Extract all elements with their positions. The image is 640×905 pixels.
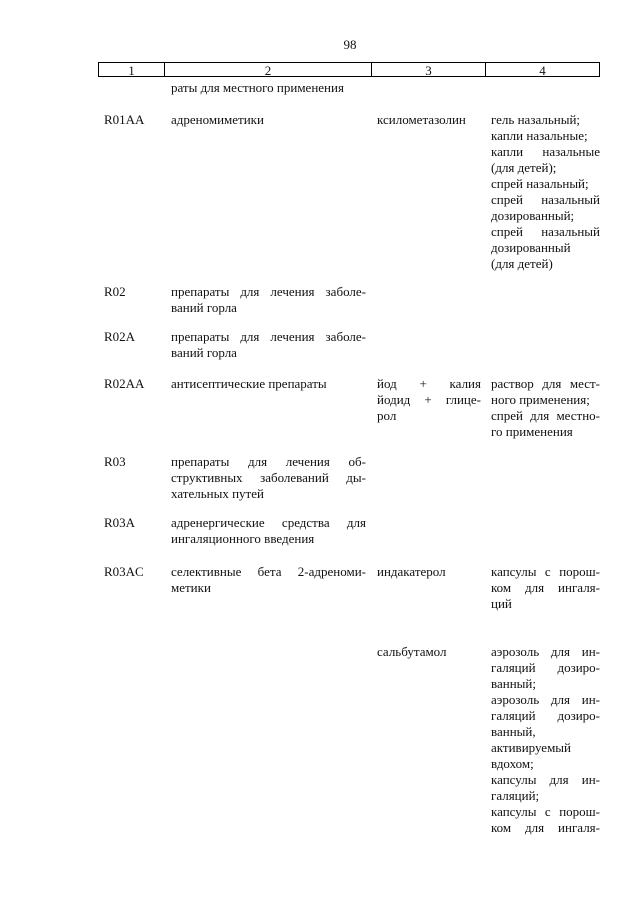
table-row-continuation-name [171, 80, 366, 96]
row-code: R03A [104, 515, 136, 530]
name-line: ингаляционного введения [171, 531, 315, 546]
form-line: дозированный; [491, 208, 575, 223]
row-code: R03 [104, 454, 126, 469]
row-drug [377, 376, 481, 424]
form-line: го применения [491, 424, 573, 439]
form-line: спрей для местно- [491, 408, 600, 423]
row-forms [491, 112, 600, 272]
row-code: R02 [104, 284, 126, 299]
row-name [171, 454, 366, 502]
form-line: вдохом; [491, 756, 534, 771]
form-line: спрей назальный [491, 224, 600, 239]
name-line: хательных путей [171, 486, 264, 501]
form-line: капли назальные; [491, 128, 588, 143]
name-line: ваний горла [171, 300, 237, 315]
name-line: адренергические средства для [171, 515, 366, 530]
form-line: раствор для мест- [491, 376, 600, 391]
row-forms [491, 644, 600, 836]
form-line: (для детей) [491, 256, 553, 271]
row-name: антисептические препараты [171, 376, 327, 391]
column-header-3: 3 [372, 62, 486, 77]
row-drug: сальбутамол [377, 644, 447, 659]
form-line: галяций дозиро- [491, 708, 600, 723]
form-line: галяций; [491, 788, 540, 803]
row-code: R03AC [104, 564, 144, 579]
cell-text: раты для местного применения [171, 80, 344, 95]
row-drug: индакатерол [377, 564, 446, 579]
form-line: дозированный [491, 240, 571, 255]
form-line: ций [491, 596, 512, 611]
drug-line: йод + калия [377, 376, 481, 391]
name-line: метики [171, 580, 211, 595]
form-line: ного применения; [491, 392, 590, 407]
row-code: R02A [104, 329, 136, 344]
row-code: R02AA [104, 376, 145, 391]
drug-line: рол [377, 408, 397, 423]
name-line: препараты для лечения об- [171, 454, 366, 469]
form-line: галяций дозиро- [491, 660, 600, 675]
form-line: активируемый [491, 740, 571, 755]
name-line: ваний горла [171, 345, 237, 360]
row-name [171, 284, 366, 316]
row-forms [491, 564, 600, 612]
form-line: аэрозоль для ин- [491, 644, 600, 659]
row-name [171, 329, 366, 361]
page-number: 98 [343, 37, 357, 52]
name-line: препараты для лечения заболе- [171, 329, 366, 344]
form-line: спрей назальный; [491, 176, 589, 191]
row-name: адреномиметики [171, 112, 264, 127]
drug-line: йодид + глице- [377, 392, 481, 407]
row-drug: ксилометазолин [377, 112, 466, 127]
row-forms [491, 376, 600, 440]
row-code: R01AA [104, 112, 145, 127]
form-line: гель назальный; [491, 112, 581, 127]
form-line: спрей назальный [491, 192, 600, 207]
name-line: структивных заболеваний ды- [171, 470, 366, 485]
name-line: препараты для лечения заболе- [171, 284, 366, 299]
column-header-4: 4 [486, 62, 600, 77]
form-line: (для детей); [491, 160, 557, 175]
form-line: ком для ингаля- [491, 820, 600, 835]
column-header-2: 2 [165, 62, 372, 77]
form-line: капсулы для ин- [491, 772, 600, 787]
form-line: ком для ингаля- [491, 580, 600, 595]
name-line: селективные бета 2-адреноми- [171, 564, 366, 579]
form-line: ванный, [491, 724, 536, 739]
form-line: ванный; [491, 676, 536, 691]
row-name [171, 515, 366, 547]
form-line: капсулы с порош- [491, 564, 600, 579]
form-line: капсулы с порош- [491, 804, 600, 819]
form-line: капли назальные [491, 144, 600, 159]
column-header-1: 1 [98, 62, 165, 77]
form-line: аэрозоль для ин- [491, 692, 600, 707]
row-name [171, 564, 366, 596]
